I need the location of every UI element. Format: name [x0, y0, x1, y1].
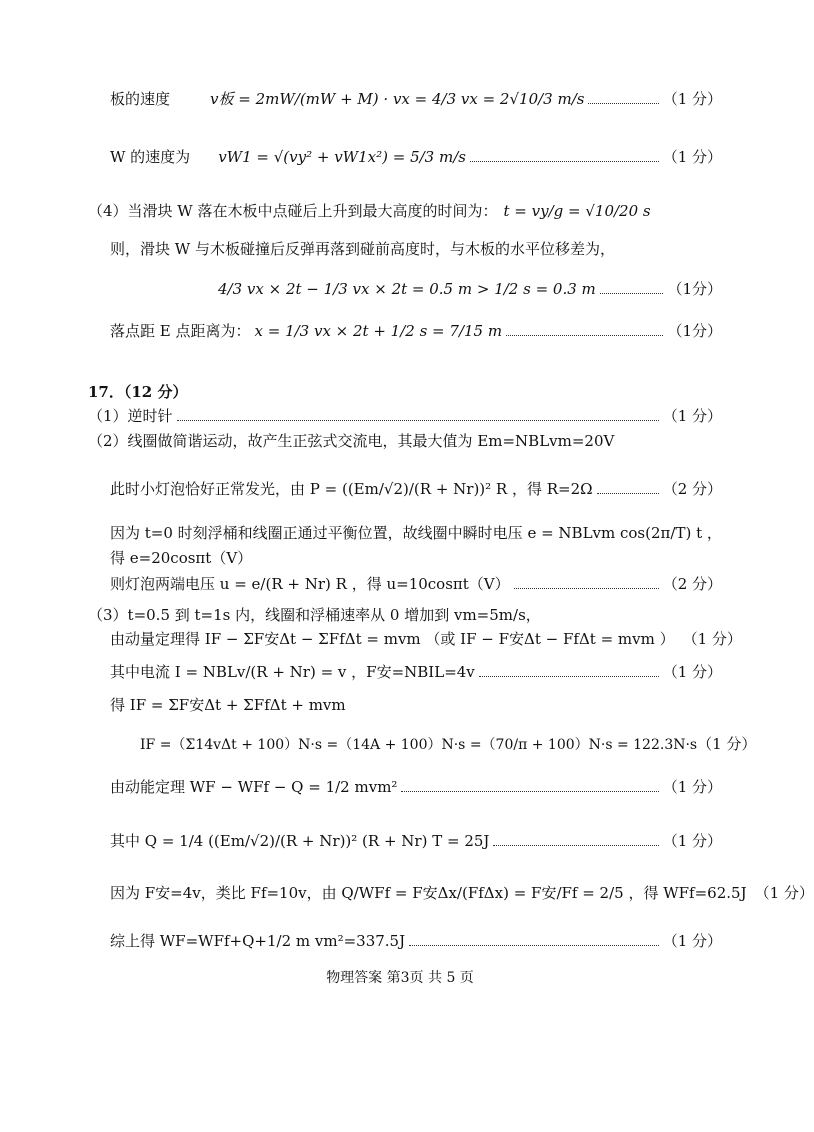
momentum-text: 由动量定理得 IF − ΣF安Δt − ΣFfΔt = mvm （或 IF − F安Δt − FfΔt = mvm ）	[110, 630, 675, 648]
board-speed-equation: v板 = 2mW/(mW + M) · vx = 4/3 vx = 2√10/3 m/s	[210, 90, 585, 108]
q3-text: （3）t=0.5 到 t=1s 内，线圈和浮桶速率从 0 增加到 vm=5m/s，	[88, 606, 541, 624]
get-text: 得 IF = ΣF安Δt + ΣFfΔt + mvm	[110, 696, 346, 714]
board-speed-label: 板的速度	[110, 90, 171, 108]
leader-dots	[597, 493, 659, 494]
get-line	[110, 694, 722, 715]
momentum-line	[110, 628, 742, 649]
leader-dots	[600, 293, 664, 294]
part4-text: （4）当滑块 W 落在木板中点碰后上升到最大高度的时间为：	[88, 202, 498, 220]
score: （1 分）	[662, 778, 722, 796]
leader-dots	[177, 420, 659, 421]
leader-dots	[470, 161, 659, 162]
e-line	[110, 547, 722, 568]
leader-dots	[479, 676, 659, 677]
score: （1 分）	[682, 630, 742, 648]
leader-dots	[588, 103, 658, 104]
current-text: 其中电流 I = NBLv/(R + Nr) = v ，F安=NBIL=4v	[110, 663, 475, 681]
landing-label: 落点距 E 点距离为：	[110, 322, 251, 340]
current-line	[110, 661, 722, 682]
w-speed-label: W 的速度为	[110, 148, 191, 166]
analog-text: 因为 F安=4v，类比 Ff=10v，由 Q/WFf = F安Δx/(FfΔx) = F安/Ff = 2/5 ，得 WFf=62.5J	[110, 884, 747, 902]
q1-line	[88, 405, 722, 426]
leader-dots	[401, 791, 658, 792]
landing-equation: x = 1/3 vx × 2t + 1/2 s = 7/15 m	[254, 321, 503, 340]
energy-text: 由动能定理 WF − WFf − Q = 1/2 mvm²	[110, 778, 398, 796]
score: （1 分）	[754, 884, 814, 902]
impulse-line	[140, 733, 757, 754]
part4-equation: t = vy/g = √10/20 s	[503, 201, 651, 220]
then-text: 则，滑块 W 与木板碰撞后反弹再落到碰前高度时，与木板的水平位移差为，	[110, 240, 615, 258]
then-line	[110, 238, 722, 259]
score: （2 分）	[662, 480, 722, 498]
score: （1 分）	[662, 148, 722, 166]
displacement-equation: 4/3 vx × 2t − 1/3 vx × 2t = 0.5 m > 1/2 s = 0.3 m	[218, 279, 596, 298]
board-speed-line	[110, 88, 722, 109]
analog-line	[110, 882, 814, 903]
score: （2 分）	[662, 575, 722, 593]
t0-line	[110, 522, 722, 543]
score: （1 分）	[662, 90, 722, 108]
lamp-line	[110, 478, 722, 499]
u-line	[110, 573, 722, 594]
q1-text: （1）逆时针	[88, 407, 173, 425]
score: （1 分）	[697, 735, 757, 753]
score: （1分）	[667, 280, 722, 298]
e-text: 得 e=20cosπt（V）	[110, 549, 253, 567]
q2-line	[88, 430, 722, 451]
leader-dots	[493, 845, 658, 846]
w-speed-equation: vW1 = √(vy² + vW1x²) = 5/3 m/s	[218, 147, 466, 166]
part4-line	[88, 200, 722, 221]
w-speed-line	[110, 146, 722, 167]
displacement-line	[218, 278, 722, 299]
score: （1 分）	[662, 407, 722, 425]
p17-heading-line	[88, 381, 722, 402]
score: （1分）	[667, 322, 722, 340]
lamp-text: 此时小灯泡恰好正常发光，由 P = ((Em/√2)/(R + Nr))² R ，得 R=2Ω	[110, 480, 593, 498]
p17-heading: 17．（12 分）	[88, 383, 188, 401]
q-text: 其中 Q = 1/4 ((Em/√2)/(R + Nr))² (R + Nr) T = 25J	[110, 832, 490, 850]
score: （1 分）	[662, 932, 722, 950]
leader-dots	[514, 588, 659, 589]
leader-dots	[506, 335, 663, 336]
q2-text: （2）线圈做简谐运动，故产生正弦式交流电，其最大值为 Em=NBLvm=20V	[88, 432, 615, 450]
energy-line	[110, 776, 722, 797]
score: （1 分）	[662, 832, 722, 850]
total-text: 综上得 WF=WFf+Q+1/2 m vm²=337.5J	[110, 932, 406, 950]
q3-line	[88, 604, 722, 625]
score: （1 分）	[662, 663, 722, 681]
page-footer: 物理答案 第3页 共 5 页	[326, 970, 474, 986]
impulse-equation: IF =（Σ14vΔt + 100）N·s =（14A + 100）N·s =（70/π + 100）N·s = 122.3N·s	[140, 736, 698, 753]
total-line	[110, 930, 722, 951]
u-text: 则灯泡两端电压 u = e/(R + Nr) R ，得 u=10cosπt（V）	[110, 575, 510, 593]
landing-line	[110, 320, 722, 341]
q-line	[110, 830, 722, 851]
leader-dots	[409, 945, 659, 946]
t0-text: 因为 t=0 时刻浮桶和线圈正通过平衡位置，故线圈中瞬时电压 e = NBLvm cos(2π/T) t ，	[110, 524, 722, 542]
